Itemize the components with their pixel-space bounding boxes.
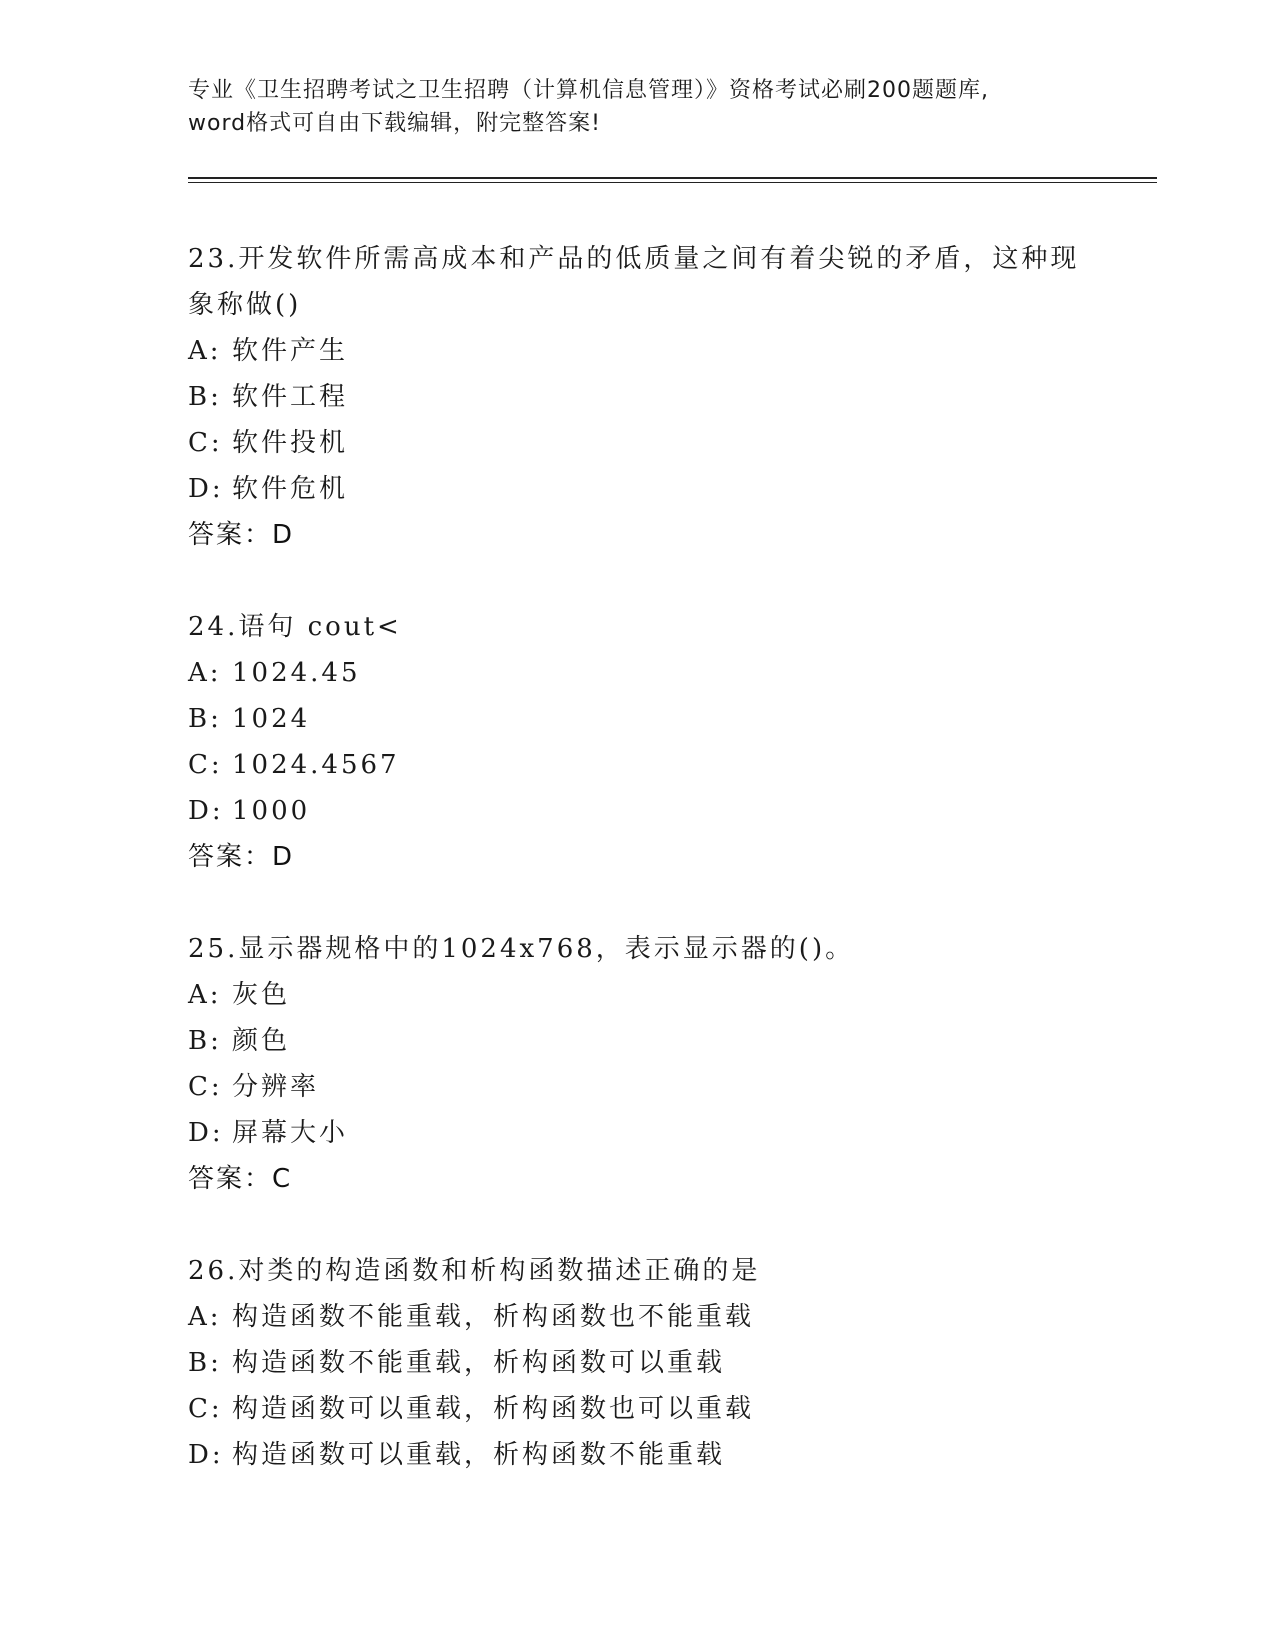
option-c	[188, 1386, 1088, 1432]
option-letter: D:	[188, 1118, 224, 1148]
header-divider-thin	[188, 182, 1157, 183]
option-letter: B:	[188, 704, 222, 734]
option-text: 1000	[232, 796, 311, 826]
option-letter: D:	[188, 1440, 224, 1470]
option-c	[188, 742, 1088, 788]
question-stem: 25.显示器规格中的1024x768，表示显示器的()。	[188, 934, 855, 964]
header-divider-thick	[188, 177, 1157, 179]
option-letter: C:	[188, 750, 223, 780]
option-letter: C:	[188, 1072, 223, 1102]
option-text: 构造函数可以重载，析构函数不能重载	[232, 1440, 726, 1470]
option-b	[188, 696, 1088, 742]
option-text: 颜色	[232, 1026, 291, 1056]
option-text: 1024.45	[232, 658, 361, 688]
document-header	[188, 74, 1088, 140]
option-b	[188, 1340, 1088, 1386]
option-c	[188, 1064, 1088, 1110]
option-text: 软件产生	[232, 336, 349, 366]
header-line-2: word格式可自由下载编辑，附完整答案!	[188, 111, 601, 136]
option-text: 构造函数不能重载，析构函数也不能重载	[232, 1302, 755, 1332]
option-letter: A:	[188, 1302, 222, 1332]
question-26	[188, 1248, 1088, 1478]
option-a	[188, 328, 1088, 374]
question-25	[188, 926, 1088, 1202]
answer: 答案：C	[188, 1164, 293, 1194]
option-letter: B:	[188, 1348, 222, 1378]
answer: 答案：D	[188, 520, 295, 550]
option-a	[188, 1294, 1088, 1340]
option-letter: D:	[188, 796, 224, 826]
option-text: 1024	[232, 704, 311, 734]
header-line-1: 专业《卫生招聘考试之卫生招聘（计算机信息管理）》资格考试必刷200题题库,	[188, 78, 989, 103]
question-stem: 24.语句 cout<	[188, 612, 402, 642]
option-text: 软件危机	[232, 474, 349, 504]
option-d	[188, 466, 1088, 512]
option-letter: A:	[188, 336, 222, 366]
option-letter: B:	[188, 1026, 222, 1056]
option-letter: C:	[188, 1394, 223, 1424]
option-b	[188, 1018, 1088, 1064]
question-stem: 23.开发软件所需高成本和产品的低质量之间有着尖锐的矛盾，这种现象称做()	[188, 244, 1080, 320]
question-list	[188, 236, 1088, 1524]
question-24	[188, 604, 1088, 880]
option-text: 分辨率	[232, 1072, 320, 1102]
question-stem: 26.对类的构造函数和析构函数描述正确的是	[188, 1256, 761, 1286]
option-a	[188, 972, 1088, 1018]
option-d	[188, 1432, 1088, 1478]
option-text: 构造函数不能重载，析构函数可以重载	[232, 1348, 726, 1378]
option-text: 屏幕大小	[232, 1118, 349, 1148]
option-a	[188, 650, 1088, 696]
option-text: 灰色	[232, 980, 291, 1010]
option-letter: B:	[188, 382, 222, 412]
option-text: 构造函数可以重载，析构函数也可以重载	[232, 1394, 755, 1424]
option-text: 软件工程	[232, 382, 349, 412]
option-letter: A:	[188, 980, 222, 1010]
option-d	[188, 1110, 1088, 1156]
option-letter: A:	[188, 658, 222, 688]
option-text: 软件投机	[232, 428, 349, 458]
option-d	[188, 788, 1088, 834]
option-c	[188, 420, 1088, 466]
option-text: 1024.4567	[232, 750, 400, 780]
option-b	[188, 374, 1088, 420]
option-letter: C:	[188, 428, 223, 458]
answer: 答案：D	[188, 842, 295, 872]
option-letter: D:	[188, 474, 224, 504]
question-23	[188, 236, 1088, 558]
